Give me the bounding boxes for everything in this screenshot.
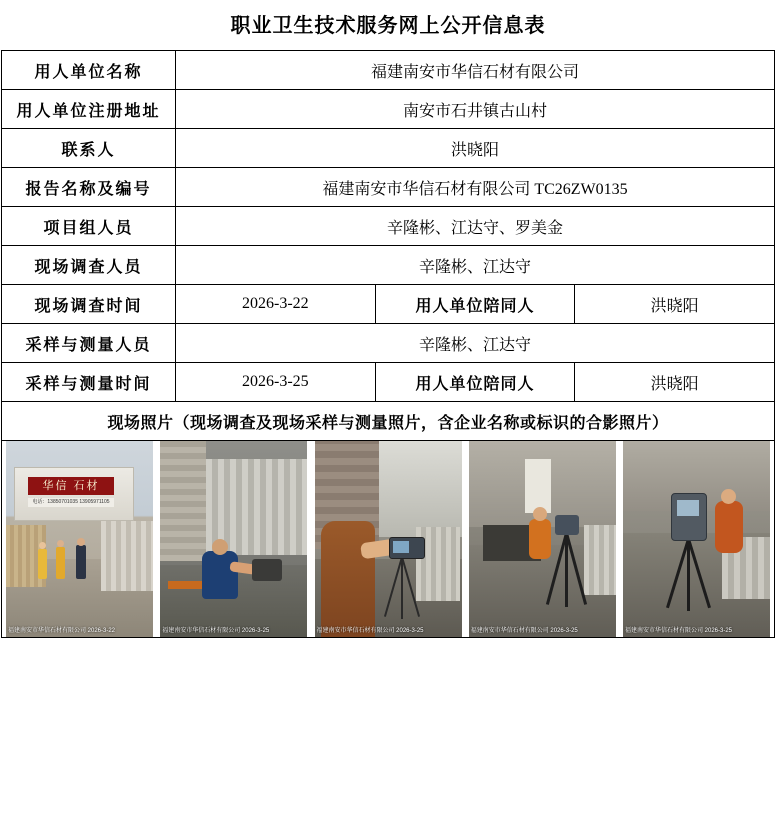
row-value-survey-companion: 洪晓阳 xyxy=(575,285,775,324)
row-label-sampling-companion: 用人单位陪同人 xyxy=(375,363,575,402)
photo-worker-slabs xyxy=(160,441,307,637)
stone-stack-right xyxy=(101,521,153,591)
handheld-device xyxy=(252,559,282,581)
table-row xyxy=(2,402,775,441)
row-label-registered-address: 用人单位注册地址 xyxy=(2,90,176,129)
company-sign-phone: 电话：13850701035 13905971105 xyxy=(28,498,114,507)
row-label-survey-staff: 现场调查人员 xyxy=(2,246,176,285)
stone-stack xyxy=(584,525,616,595)
row-label-sampling-staff: 采样与测量人员 xyxy=(2,324,176,363)
row-label-report-name-number: 报告名称及编号 xyxy=(2,168,176,207)
row-label-project-team: 项目组人员 xyxy=(2,207,176,246)
page-title: 职业卫生技术服务网上公开信息表 xyxy=(230,15,546,37)
row-label-survey-companion: 用人单位陪同人 xyxy=(375,285,575,324)
measurement-device xyxy=(555,515,579,535)
photo-device-closeup xyxy=(623,441,770,637)
table-row xyxy=(2,207,775,246)
row-value-contact-person: 洪晓阳 xyxy=(176,129,775,168)
table-row xyxy=(2,246,775,285)
person-figure xyxy=(76,545,86,579)
tripod-leg xyxy=(401,557,403,619)
tripod-leg xyxy=(687,539,690,611)
table-row xyxy=(2,90,775,129)
table-row xyxy=(2,168,775,207)
row-value-report-name-number: 福建南安市华信石材有限公司 TC26ZW0135 xyxy=(176,168,775,207)
doorway xyxy=(525,459,551,513)
person-figure xyxy=(56,547,65,579)
row-label-survey-time: 现场调查时间 xyxy=(2,285,176,324)
table-row xyxy=(2,51,775,90)
photo-caption: 福建南安市华信石材有限公司 2026-3-25 xyxy=(162,628,270,634)
row-value-sampling-companion: 洪晓阳 xyxy=(575,363,775,402)
row-label-sampling-time: 采样与测量时间 xyxy=(2,363,176,402)
measurement-device xyxy=(389,537,425,559)
row-value-project-team: 辛隆彬、江达守、罗美金 xyxy=(176,207,775,246)
table-row xyxy=(2,285,775,324)
photo-caption: 福建南安市华信石材有限公司 2026-3-25 xyxy=(470,628,578,634)
row-label-contact-person: 联系人 xyxy=(2,129,176,168)
photos-area xyxy=(2,441,775,638)
row-value-survey-time: 2026-3-22 xyxy=(176,285,376,324)
row-value-registered-address: 南安市石井镇古山村 xyxy=(176,90,775,129)
table-row xyxy=(2,441,775,638)
worker-body xyxy=(529,519,551,559)
row-value-sampling-time: 2026-3-25 xyxy=(176,363,376,402)
table-row xyxy=(2,363,775,402)
info-table xyxy=(1,50,775,638)
table-row xyxy=(2,129,775,168)
company-sign: 华信 石材 xyxy=(28,477,114,495)
table-row xyxy=(2,324,775,363)
photo-strip xyxy=(6,441,770,637)
row-label-company-name: 用人单位名称 xyxy=(2,51,176,90)
workshop-opening xyxy=(379,441,462,537)
photo-site-gate xyxy=(6,441,153,637)
photos-section-header: 现场照片（现场调查及现场采样与测量照片，含企业名称或标识的合影照片） xyxy=(2,402,775,441)
worker-head xyxy=(721,489,736,504)
photo-workshop-tripod xyxy=(469,441,616,637)
row-value-company-name: 福建南安市华信石材有限公司 xyxy=(176,51,775,90)
tripod-leg xyxy=(565,533,568,607)
photo-measurement-device xyxy=(315,441,462,637)
person-figure xyxy=(38,549,47,579)
measurement-device xyxy=(671,493,707,541)
row-value-survey-staff: 辛隆彬、江达守 xyxy=(176,246,775,285)
worker-body xyxy=(715,501,743,553)
row-value-sampling-staff: 辛隆彬、江达守 xyxy=(176,324,775,363)
photo-caption: 福建南安市华信石材有限公司 2026-3-25 xyxy=(625,628,733,634)
worker-head xyxy=(533,507,547,521)
photo-caption: 福建南安市华信石材有限公司 2026-3-22 xyxy=(8,628,116,634)
worker-body xyxy=(202,551,238,599)
wall xyxy=(160,441,206,561)
photo-caption: 福建南安市华信石材有限公司 2026-3-25 xyxy=(316,628,424,634)
person-figure xyxy=(321,521,375,637)
